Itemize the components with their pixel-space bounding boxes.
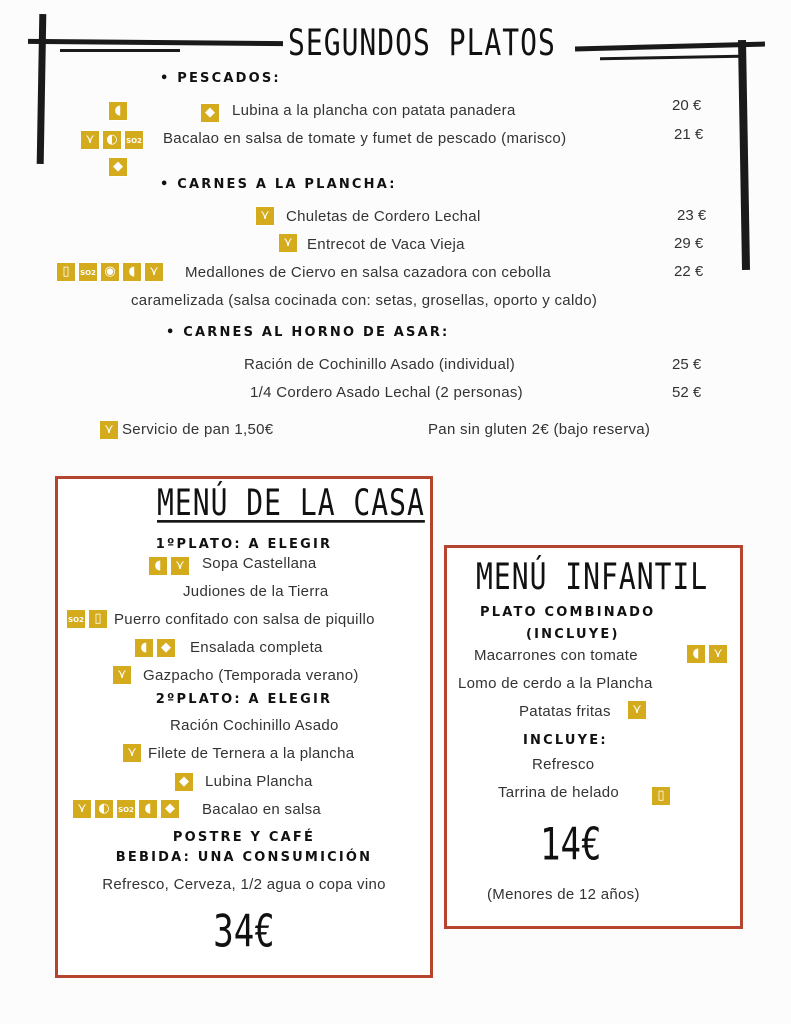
infantil-price: 14€ <box>540 819 602 871</box>
wheat-icon: ⋎ <box>72 799 92 819</box>
allergens-lubina-casa <box>174 772 194 792</box>
wheat-icon: ⋎ <box>80 130 100 150</box>
brush-stroke-right-horizontal <box>575 42 765 52</box>
dish-cordero-asado: 1/4 Cordero Asado Lechal (2 personas) <box>250 384 523 401</box>
fish-icon: ◆ <box>156 638 176 658</box>
wheat-icon: ⋎ <box>708 644 728 664</box>
infantil-incluye: INCLUYE: <box>523 733 608 748</box>
egg-icon: ◖ <box>138 799 158 819</box>
egg-icon: ◖ <box>686 644 706 664</box>
price-lubina: 20 € <box>672 97 702 114</box>
segundos-title: SEGUNDOS PLATOS <box>288 21 556 64</box>
brush-stroke-left-vertical <box>37 14 47 164</box>
casa-segundo-heading: 2ºPLATO: A ELEGIR <box>155 692 333 707</box>
casa-postre: POSTRE Y CAFÉ <box>172 830 316 845</box>
price-chuletas: 23 € <box>677 207 707 224</box>
casa-segundo-filete: Filete de Ternera a la plancha <box>148 745 355 762</box>
price-cochinillo: 25 € <box>672 356 702 373</box>
dish-lubina: Lubina a la plancha con patata panadera <box>232 102 516 119</box>
casa-primero-sopa: Sopa Castellana <box>202 555 317 572</box>
wheat-icon: ⋎ <box>255 206 275 226</box>
dish-cochinillo: Ración de Cochinillo Asado (individual) <box>244 356 516 373</box>
pan-service: Servicio de pan 1,50€ <box>122 421 274 438</box>
infantil-note: (Menores de 12 años) <box>487 886 640 903</box>
dish-bacalao: Bacalao en salsa de tomate y fumet de pescado (marisco) <box>163 130 567 147</box>
fish-icon: ◆ <box>108 157 128 177</box>
wheat-icon: ⋎ <box>144 262 164 282</box>
so2-icon: SO2 <box>124 130 144 150</box>
wheat-icon: ⋎ <box>99 420 119 440</box>
egg-icon: ◖ <box>122 262 142 282</box>
carnes-horno-heading: • CARNES AL HORNO DE ASAR: <box>166 325 450 340</box>
mollusc-icon: ◐ <box>94 799 114 819</box>
menu-casa-title: MENÚ DE LA CASA <box>157 481 425 524</box>
casa-primero-judiones: Judiones de la Tierra <box>183 583 329 600</box>
brush-stroke-right-horizontal-2 <box>600 55 740 60</box>
so2-icon: SO2 <box>66 609 86 629</box>
allergens-patatas <box>627 700 647 720</box>
casa-price: 34€ <box>213 906 275 958</box>
price-bacalao: 21 € <box>674 126 704 143</box>
mollusc-icon: ◐ <box>102 130 122 150</box>
allergens-helado <box>651 786 671 806</box>
wheat-icon: ⋎ <box>278 233 298 253</box>
allergens-puerro <box>66 609 108 629</box>
price-medallones: 22 € <box>674 263 704 280</box>
egg-icon: ◖ <box>108 101 128 121</box>
casa-segundo-lubina: Lubina Plancha <box>205 773 313 790</box>
fish-icon: ◆ <box>160 799 180 819</box>
casa-bebida-opciones: Refresco, Cerveza, 1/2 agua o copa vino <box>102 876 386 893</box>
allergens-bacalao-casa <box>72 799 180 819</box>
allergens-gazpacho <box>112 665 132 685</box>
infantil-patatas: Patatas fritas <box>519 703 611 720</box>
casa-primero-heading: 1ºPLATO: A ELEGIR <box>155 537 333 552</box>
brush-stroke-left-horizontal-2 <box>60 49 180 52</box>
pescados-heading: • PESCADOS: <box>160 71 281 86</box>
infantil-plato-combinado: PLATO COMBINADO <box>480 605 656 620</box>
casa-segundo-cochinillo: Ración Cochinillo Asado <box>170 717 339 734</box>
dish-medallones-line2: caramelizada (salsa cocinada con: setas, grosellas, oporto y caldo) <box>131 292 598 309</box>
so2-icon: SO2 <box>116 799 136 819</box>
infantil-lomo: Lomo de cerdo a la Plancha <box>458 675 653 692</box>
milk-icon: ▯ <box>56 262 76 282</box>
infantil-helado: Tarrina de helado <box>498 784 620 801</box>
carnes-plancha-heading: • CARNES A LA PLANCHA: <box>160 177 397 192</box>
milk-icon: ▯ <box>651 786 671 806</box>
casa-primero-puerro: Puerro confitado con salsa de piquillo <box>114 611 375 628</box>
wheat-icon: ⋎ <box>122 743 142 763</box>
allergens-ensalada <box>134 638 176 658</box>
allergens-filete <box>122 743 142 763</box>
allergens-medallones <box>56 262 164 282</box>
brush-stroke-right-vertical <box>738 40 750 270</box>
allergens-lubina-1 <box>108 101 128 121</box>
infantil-incluye-paren: (INCLUYE) <box>526 627 620 642</box>
fish-icon: ◆ <box>200 103 220 123</box>
allergens-lubina-2 <box>200 103 220 123</box>
price-entrecot: 29 € <box>674 235 704 252</box>
price-cordero-asado: 52 € <box>672 384 702 401</box>
fish-icon: ◆ <box>174 772 194 792</box>
brush-stroke-left-horizontal <box>28 39 283 46</box>
casa-primero-gazpacho: Gazpacho (Temporada verano) <box>143 667 359 684</box>
pan-sin-gluten: Pan sin gluten 2€ (bajo reserva) <box>428 421 651 438</box>
allergens-sopa <box>148 556 190 576</box>
allergens-pan <box>99 420 119 440</box>
wheat-icon: ⋎ <box>112 665 132 685</box>
infantil-macarrones: Macarrones con tomate <box>474 647 638 664</box>
wheat-icon: ⋎ <box>627 700 647 720</box>
egg-icon: ◖ <box>134 638 154 658</box>
allergens-entrecot <box>278 233 298 253</box>
dish-medallones: Medallones de Ciervo en salsa cazadora con cebolla <box>185 264 552 281</box>
milk-icon: ▯ <box>88 609 108 629</box>
menu-infantil-title: MENÚ INFANTIL <box>476 555 709 598</box>
casa-bebida: BEBIDA: UNA CONSUMICIÓN <box>115 850 373 865</box>
egg-icon: ◖ <box>148 556 168 576</box>
mustard-icon: ◉ <box>100 262 120 282</box>
allergens-bacalao <box>80 130 144 150</box>
casa-segundo-bacalao: Bacalao en salsa <box>202 801 322 818</box>
allergens-bacalao-2 <box>108 157 128 177</box>
dish-entrecot: Entrecot de Vaca Vieja <box>307 236 465 253</box>
dish-chuletas: Chuletas de Cordero Lechal <box>286 208 481 225</box>
allergens-macarrones <box>686 644 728 664</box>
so2-icon: SO2 <box>78 262 98 282</box>
wheat-icon: ⋎ <box>170 556 190 576</box>
infantil-refresco: Refresco <box>532 756 595 773</box>
casa-primero-ensalada: Ensalada completa <box>190 639 323 656</box>
allergens-chuletas <box>255 206 275 226</box>
